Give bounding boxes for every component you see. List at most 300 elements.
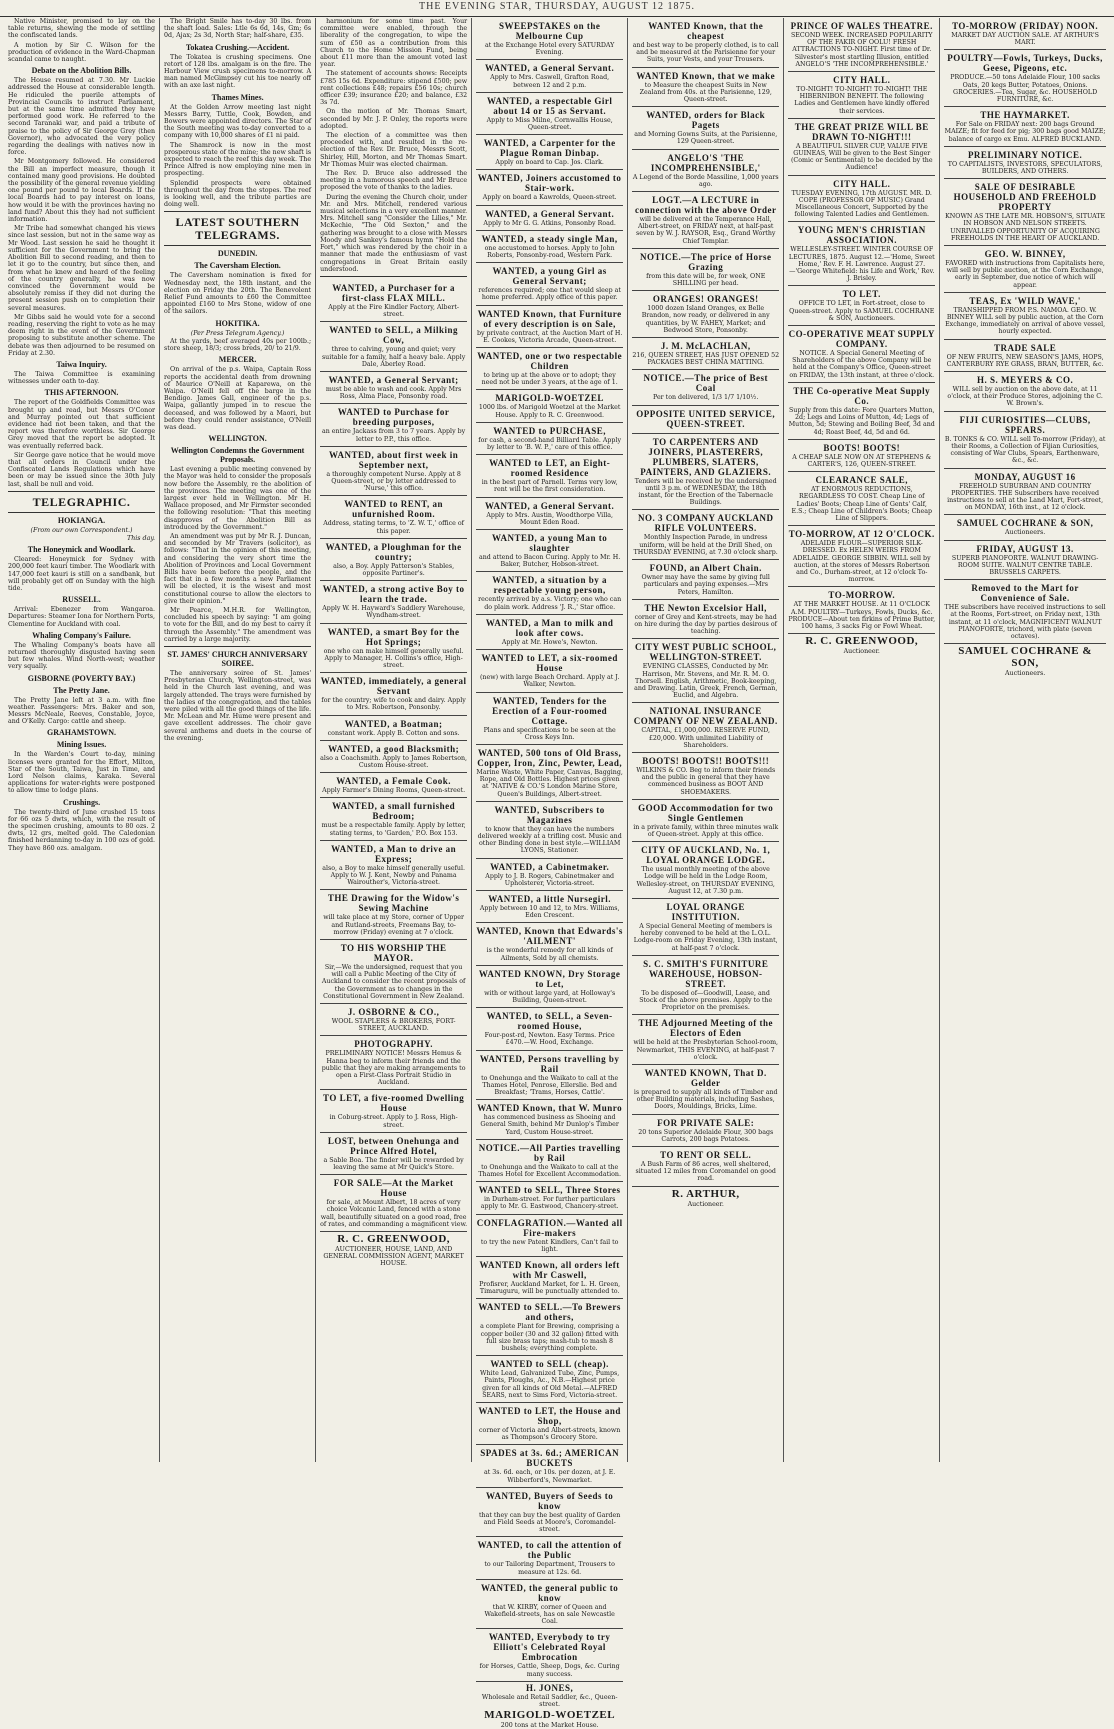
ad-body: Apply between 10 and 12, to Mrs. Williams, Eden Crescent. <box>479 904 620 920</box>
classified-ad <box>632 639 779 703</box>
article-paragraph: The Taiwa Committee is examining witnesses under oath to-day. <box>8 370 156 386</box>
ad-body: also, a Boy to make himself generally useful. Apply to W. J. Kent, Newby and Panama Wairouther's, Victoria-street. <box>322 864 465 887</box>
article-paragraph: The Shamrock is now in the most prosperous state of the mine; the new shaft is expected to reach the reef this day week. The Prince Alfred is now employing nine men in prospecting. <box>164 141 312 178</box>
ad-body: and best way to be properly clothed, is to call and be measured at the Parisienne for your Suits, your Vests, and your Trousers. <box>632 42 779 64</box>
masthead: THE EVENING STAR, THURSDAY, AUGUST 12 1875. <box>0 0 1114 17</box>
ad-body: A Legend of the Borde Massiline, 1,000 years ago. <box>632 173 779 188</box>
classified-ad <box>476 18 623 60</box>
ad-headline: WANTED to LET, the House and Shop, <box>478 1406 621 1427</box>
article-heading: Debate on the Abolition Bills. <box>31 66 132 76</box>
classified-ad <box>944 541 1106 581</box>
column-6 <box>784 18 940 1462</box>
ad-headline: NOTICE.—All Parties travelling by Rail <box>478 1142 621 1163</box>
article-heading: Whaling Company's Failure. <box>32 630 131 640</box>
classified-ad <box>788 286 935 326</box>
column-4 <box>472 18 628 1729</box>
classified-ad <box>632 510 779 560</box>
ad-body: (new) with large Beach Orchard. Apply at J. Walker, Newton. <box>479 674 620 689</box>
ad-headline: WANTED, the general public to know <box>481 1582 619 1603</box>
ad-body: recently arrived by a.s. Victory; one who can do plain work. Address 'J. R.,' Star office. <box>478 596 622 611</box>
ad-headline: TO-MORROW, AT 12 O'CLOCK. <box>788 529 935 540</box>
article-paragraph: At the Golden Arrow meeting last night Messrs Barry, Tuttle, Cook, Bowden, and Bowers were appointed directors. The Star of the South meeting was to-day converted to a company with 10,000 shares of £1 ni paid. <box>164 103 312 140</box>
classified-ad <box>944 179 1106 246</box>
place-heading: RUSSELL. <box>62 595 101 605</box>
columns <box>4 18 1110 1729</box>
classified-ad <box>788 176 935 223</box>
ad-body: to Onehunga and the Waikato to call at the Thames Hotel for Excellent Accommodation. <box>478 1163 621 1178</box>
ad-body: 1000 lbs. of Marigold Woetzel at the Market House. Apply to R. C. Greenwood. <box>478 404 621 419</box>
ad-body: one who can make himself generally useful. Apply to Manager, H. Collins's office, High-street. <box>323 647 464 669</box>
divider <box>164 245 311 246</box>
article-heading: THIS AFTERNOON. <box>44 388 119 398</box>
classified-ad <box>788 587 935 634</box>
classified-ad <box>632 800 779 842</box>
classified-ad <box>632 753 779 800</box>
classified-ad <box>632 107 779 149</box>
ad-headline: THE Drawing for the Widow's Sewing Machine <box>327 893 460 914</box>
article-paragraph: The House resumed at 7.30. Mr Luckie addressed the House at considerable length. He ridiculed the puerile attempts of Provincial Councils to instruct Parliament, but at the same time admitted they have performed good work. He referred to the second Taranaki war, and paid a tribute of praise to the policy of Sir George Grey (then Governor), who advocated the very policy regarding the dealings with natives now in force. <box>8 77 156 157</box>
ad-headline: WANTED, a smart Boy for the Hot Springs; <box>327 626 460 647</box>
classified-ad <box>320 1004 467 1036</box>
classified-ad <box>632 434 779 511</box>
classified-ad <box>944 515 1106 540</box>
classified-ad <box>320 798 467 840</box>
ad-body: one accustomed to horses. Apply to John Roberts, Ponsonby-road, Western Park. <box>484 244 615 260</box>
ad-body: for cash, a second-hand Billiard Table. Apply by letter to 'B. W. P.,' care of this office. <box>478 436 622 452</box>
ad-body: has commenced business as Shoeing and General Smith, behind Mr Dunlop's Timber Yard, Custom House-street. <box>480 1114 619 1136</box>
advertiser-name: R. C. GREENWOOD, <box>337 1233 451 1246</box>
ad-headline: WANTED, a General Servant; <box>328 374 459 385</box>
ad-headline: WANTED, a Carpenter for the Plague Roman Dinbap. <box>483 138 616 159</box>
article-heading: Thames Mines. <box>211 92 264 102</box>
ad-body: Apply W. H. Hayward's Saddlery Warehouse, Wyndham-street. <box>322 605 465 620</box>
ad-body: EVENING CLASSES, Conducted by Mr. Harrison, Mr. Stevens, and Mr. R. M. O. Thorsell. English, Arithmetic, Book-keeping, and Drawing. Latin, Greek, French, German, Euclid, and Algebra. <box>634 663 778 700</box>
ad-body: an entire Jackass from 3 to 7 years. Apply by letter to P.P., this office. <box>322 428 466 443</box>
article-paragraph: On arrival of the p.s. Waipa, Captain Ross reports the accidental death from drowning of Maurice O'Neill at Kaparewa, on the Waipa. O'Neill fell off the barge in the Bendigo. James Gall, engineer of the p.s. Waipa, gallantly jumped in to rescue the deceased, and was followed by a Maori, but before they could render assistance, O'Neill was dead. <box>164 366 312 431</box>
classified-ad <box>476 1100 623 1140</box>
ad-body: Apply to Miss Milne, Cornwallis House, Queen-street. <box>486 116 613 132</box>
article-heading: Tokatea Crushing.—Accident. <box>185 42 290 52</box>
ad-body: will be delivered at the Temperance Hall, Albert-street, on FRIDAY next, at half-past seven by W. J. RAYSOR, Esq., Grand Worthy Chief Templar. <box>635 216 776 245</box>
ad-body: 200 tons at the Market House. <box>500 1722 599 1729</box>
ad-body: AT ENORMOUS REDUCTIONS, REGARDLESS TO COST. Cheap Line of Ladies' Boots; Cheap Line of Gents' Calf, E.S.; Cheap Line of Children's Boots; Cheap Line of Slippers. <box>791 486 932 522</box>
divider <box>164 646 311 647</box>
ad-headline: PRINCE OF WALES THEATRE. <box>790 21 933 31</box>
ad-body: a Sable Boa. The finder will be rewarded by leaving the same at Mr Quick's Store. <box>323 1156 464 1172</box>
ad-body: FREEHOLD SUBURBAN AND COUNTRY PROPERTIES. THE Subscribers have received instructions to sell at the Land Mart, Fort-street, on MONDAY, 16th inst., at 12 o'clock. <box>947 482 1104 512</box>
classified-ad <box>320 539 467 581</box>
classified-ad <box>944 412 1106 469</box>
classified-ad <box>788 18 935 72</box>
article-paragraph: A motion by Sir C. Wilson for the production of evidence in the Ward-Chapman scandal came to naught. <box>8 41 156 64</box>
ad-body: that they can buy the best quality of Garden and Field Seeds at Moore's, Coromandel-street. <box>479 1511 621 1534</box>
ad-body: in Coburg-street. Apply to J. Ross, High-street. <box>329 1114 458 1129</box>
classified-ad <box>944 340 1106 372</box>
classified-ad <box>632 1065 779 1115</box>
ad-headline: TEAS, Ex 'WILD WAVE,' <box>969 295 1081 306</box>
ad-headline: WANTED to Purchase for breeding purposes, <box>337 407 450 428</box>
ad-body: corner of Victoria and Albert-streets, known as Thompson's Grocery Store. <box>479 1427 621 1442</box>
ad-headline: LOST, between Onehunga and Prince Alfred Hotel, <box>327 1135 460 1156</box>
ad-body: OFFICE TO LET, in Fort-street, close to Queen-street. Apply to SAMUEL COCHRANE & SON, Auctioneers. <box>789 300 935 322</box>
ad-headline: WANTED, immediately, a general Servant <box>320 676 467 697</box>
advertiser-details: Wholesale and Retail Saddler, &c., Queen-street. <box>481 1693 618 1709</box>
ad-headline: NOTICE.—The price of Best Coal <box>643 373 768 394</box>
classified-ad <box>788 440 935 472</box>
ad-body: Tenders will be received by the undersigned until 3 p.m. of WEDNESDAY, the 18th instant, for the Erection of the Tabernacle Buildings. <box>634 477 777 507</box>
ad-headline: WANTED, to call the attention of the Public <box>477 1540 622 1561</box>
classified-ad <box>476 306 623 348</box>
ad-body: Four-post-rd, Newton. Easy Terms. Price £470.—W. Hood, Exchange. <box>484 1032 615 1047</box>
classified-ad <box>788 222 935 286</box>
ad-headline: FOR SALE—At the Market House <box>333 1178 454 1199</box>
ad-body: Per ton delivered, 1/3 1/7 1/10½. <box>652 394 759 402</box>
classified-ad <box>476 530 623 572</box>
correspondent-line: (From our own Correspondent.) <box>30 526 133 534</box>
classified-ad <box>476 423 623 455</box>
classified-ad <box>632 899 779 956</box>
article-paragraph: Native Minister, promised to lay on the table returns, shewing the mode of settling the confiscated lands. <box>8 18 156 40</box>
ad-body: must be a respectable family. Apply by letter, stating terms, to 'Garden,' P.O. Box 153. <box>321 822 466 837</box>
classified-ad <box>320 841 467 891</box>
classified-ad <box>476 891 623 923</box>
classified-ad <box>320 673 467 715</box>
ad-headline: NATIONAL INSURANCE COMPANY OF NEW ZEALAND. <box>633 706 778 727</box>
classified-ad <box>320 890 467 940</box>
classified-ad <box>320 447 467 497</box>
classified-ad <box>632 18 779 68</box>
classified-ad <box>632 1147 779 1187</box>
classified-ad <box>476 650 623 692</box>
advertiser-details: Auctioneer. <box>843 648 880 656</box>
ad-body: ADELAIDE FLOUR—SUPERIOR SILK-DRESSED. Ex HELEN WEIRS FROM ADELAIDE. GEORGE SIBBIN. WILL sell by auction, at the stores of Messrs Robertson and Co., Durham-street, at 12 o'clock To-morrow. <box>792 540 931 584</box>
article-heading: The Pretty Jane. <box>53 685 110 695</box>
ad-body: Owner may have the same by giving full particulars and paying expenses.—Mrs Peters, Hamilton. <box>641 574 770 596</box>
ad-headline: WANTED, Subscribers to Magazines <box>494 804 605 825</box>
place-heading: GISBORNE (POVERTY BAY.) <box>27 673 136 683</box>
ad-body: at 3s. 6d. each, or 10s. per dozen, at J. E. Wibberford's, Newmarket. <box>484 1469 616 1484</box>
ad-headline: WANTED, a young Man to slaughter <box>492 533 608 554</box>
ad-body: a complete Plant for Brewing, comprising a copper boiler (30 and 32 gallon) fitted with full size brass taps; mash-tub to mash 8 bushels; everything complete. <box>480 1323 620 1353</box>
article-paragraph: The Whaling Company's boats have all returned thoroughly disgusted having seen but few whales. Wind North-west; weather very squally. <box>8 641 156 671</box>
classified-ad <box>476 693 623 745</box>
classified-ad <box>632 370 779 405</box>
classified-ad <box>632 1015 779 1065</box>
ad-body: Profisrer, Auckland Market, for L. H. Green, Timaruguru, will be punctually attended to. <box>479 1281 621 1296</box>
ad-body: PRELIMINARY NOTICE! Messrs Hemus & Hanna beg to inform their friends and the public that they are making arrangements to open a First-Class Portrait Studio in Auckland. <box>321 1050 466 1087</box>
classified-ad <box>476 1488 623 1538</box>
article-heading: Crushings. <box>62 797 101 807</box>
ad-headline: CITY HALL. <box>833 75 891 86</box>
ad-body: For Sale on FRIDAY next: 200 bags Ground MAIZE; fit for feed for pig; 300 bags good MAIZE; balance of cargo ex Emu. ALFRED BUCKLAND. <box>944 121 1106 143</box>
classified-ad <box>320 940 467 1004</box>
column-7 <box>940 18 1110 1462</box>
article-paragraph: Splendid prospects were obtained throughout the day from the stopes. The reef is looking well, and the tribute parties are doing well. <box>164 179 312 209</box>
ad-headline: WANTED Known, that Furniture of every description is on Sale, <box>477 308 622 329</box>
classified-ad <box>632 68 779 108</box>
classified-ad <box>320 1175 467 1232</box>
advertiser-details: AUCTIONEER, HOUSE, LAND, AND GENERAL COMMISSION AGENT, MARKET HOUSE. <box>323 1246 464 1268</box>
ad-body: to bring up at the above or to adopt; they need not be under 3 years, at the age of 1. <box>481 372 618 387</box>
ad-body: must be able to wash and cook. Apply Mrs Ross, Alma Place, Ponsonby road. <box>325 385 462 401</box>
classified-ad <box>476 1299 623 1356</box>
classified-ads <box>476 18 623 1682</box>
ad-body: a thoroughly competent Nurse. Apply at 8 Queen-street, or by letter addressed to 'Nurse,' this office. <box>326 470 461 493</box>
ad-body: to know that they can have the numbers delivered weekly at a trifling cost. Music and other Binding done in best style.—WILLIAM LYONS, Stationer. <box>477 825 622 855</box>
ad-body: Marine Waste, White Paper, Canvas, Bagging, Rope, and Old Bottles. Highest prices given at 'NATIVE & CO.'S London Marine Store, Queen's Buildings, Albert-street. <box>476 768 623 798</box>
ad-headline: CITY HALL. <box>833 178 891 189</box>
article-paragraph: Sir George gave notice that he would move that all orders in Council under the Confiscated Lands Regulations which have been or may be issued since the 30th July last, shall be null and void. <box>8 451 156 488</box>
ad-headline: THE Newton Excelsior Hall, <box>644 602 767 613</box>
ad-headline: WANTED, a strong active Boy to learn the trade. <box>322 584 465 605</box>
article-paragraph: Arrival: Ebenezer from Wangaroa. Departures: Steamer Iona for Northern Ports, Clementine for Auckland with coal. <box>8 606 156 628</box>
article-paragraph: harmonium for some time past. Your committee were enabled, through the liberality of the congregation, to wipe the sum of £50 as a contribution from this Church to the Home Mission Fund, being about £11 more than the amount voted last year. <box>320 18 468 69</box>
classified-ad <box>476 1140 623 1182</box>
ad-body: TUESDAY EVENING, 17th AUGUST. MR. D. COPE (PROFESSOR OF MUSIC) Grand Miscellaneous Concert, Supported by the following Talented Ladies and Gentlemen. <box>791 189 932 219</box>
ad-headline: WANTED, 500 tons of Old Brass, Copper, Iron, Zinc, Pewter, Lead, <box>477 747 623 768</box>
ad-body: SECOND WEEK. INCREASED POPULARITY OF THE FAKIR OF OOLU! FRESH ATTRACTIONS TO-NIGHT. First time of Dr. Silvester's most startling Illusion, entitled ANGELO'S 'THE INCOMPREHENSIBLE.' <box>790 32 933 68</box>
ad-headline: WANTED, Known that Edwards's 'AILMENT' <box>476 926 623 947</box>
ad-headline: WANTED to RENT, an unfurnished Room. <box>344 499 444 520</box>
ad-headline: J. OSBORNE & CO., <box>347 1007 440 1018</box>
classified-ad <box>944 580 1106 644</box>
column-1 <box>4 18 160 1462</box>
classified-ad <box>944 147 1106 179</box>
ad-body: for the country; wife to cook and dairy. Apply to Mrs. Robertson, Ponsonby. <box>321 697 466 712</box>
article-paragraph: The Tokatea is crushing specimens. One retort of 128 lbs. amalgam is on the fire. The Harbour View crush specimens to-morrow. A man named McGimpsey cut his toe nearly off with an axe last night. <box>164 53 312 90</box>
ad-headline: FIJI CURIOSITIES—CLUBS, SPEARS. <box>959 414 1091 435</box>
classified-ad <box>476 1580 623 1630</box>
ad-headline: WANTED, a Ploughman for the country; <box>325 541 462 562</box>
ad-headline: NOTICE.—The price of Horse Grazing <box>639 251 772 272</box>
classified-ad <box>476 60 623 92</box>
ad-body: SUPERB PIANOFORTE. WALNUT DRAWING-ROOM SUITE. WALNUT CENTRE TABLE. BRUSSELS CARPETS. <box>951 554 1099 576</box>
classified-ad <box>632 338 779 370</box>
ad-headline: WANTED Known, that the cheapest <box>648 21 764 41</box>
ad-body: Apply on board a Kawrolds, Queen-street. <box>482 194 617 202</box>
classified-ad <box>476 1537 623 1579</box>
ad-body: Sir,—We the undersigned, request that you will call a Public Meeting of the City of Auckland to consider the recent proposals of the Government as to changes in the Constitutional Government in New Zealand. <box>321 964 466 1000</box>
article-paragraph: Mr Tribe had somewhat changed his views since last session, but not in the same way as Mr Wood. Last session he said he thought it sufficient for the Government to bring the Abolition Bill to second reading, and then to let it go to the country, but since then, and from what he knew and heard of the feeling of the country generally, he was now convinced the Government would be absolutely remiss if they did not during the present session push on to completion their several measures. <box>8 225 156 312</box>
article-paragraph: The twenty-third of June crushed 15 tons for 66 ozs 5 dwts, which, with the result of the specimen crushing, amounts to 80 ozs. 2 dwts, 12 grs, melted gold. The Caledonian finished herdanning to-day in 100 ozs of gold. They have 860 ozs. amalgam. <box>8 808 156 852</box>
ad-headline: WANTED, to SELL, a Seven-roomed House, <box>486 1011 613 1032</box>
ad-headline: CITY OF AUCKLAND, No. 1, LOYAL ORANGE LODGE. <box>641 845 771 866</box>
place-heading: WELLINGTON. <box>208 434 267 444</box>
classified-ad <box>632 600 779 640</box>
ad-headline: PRELIMINARY NOTICE. <box>967 149 1083 160</box>
ad-headline: WANTED, Persons travelling by Rail <box>479 1053 620 1074</box>
ad-headline: OPPOSITE UNITED SERVICE, QUEEN-STREET. <box>636 408 776 429</box>
classified-ad <box>476 923 623 965</box>
classified-ad <box>476 1356 623 1403</box>
ad-headline: WANTED, a Cabinetmaker. <box>490 861 610 872</box>
ad-headline: GEO. W. BINNEY, <box>984 249 1066 260</box>
ad-headline: TO CARPENTERS AND JOINERS, PLASTERERS, PLUMBERS, SLATERS, PAINTERS, AND GLAZIERS. <box>640 436 772 477</box>
ad-body: Supply from this date: Fore Quarters Mutton, 2d; Legs and Loins of Mutton, 4d; Legs of Mutton, 5d; Stewing and Boiling Beef, 3d and 4d; Roast Beef, 4d, 5d and 6d. <box>788 406 935 436</box>
ad-headline: TO-MORROW. <box>828 590 896 601</box>
ad-headline: WANTED, a situation by a respectable young person, <box>492 575 608 596</box>
ad-headline: WANTED Known, that W. Munro <box>477 1103 623 1114</box>
classified-ad <box>476 1257 623 1299</box>
ad-headline: ANGELO'S 'THE INCOMPREHENSIBLE,' <box>650 152 761 173</box>
ad-headline: WANTED, a small furnished Bedroom; <box>332 801 456 822</box>
ad-body: Apply to Mrs. Caswell, Grafton Road, between 12 and 2 p.m. <box>490 74 610 89</box>
ad-body: Apply to J. B. Rogers, Cabinetmaker and Upholsterer, Victoria-street. <box>485 872 615 887</box>
ad-body: Apply at the Fire Kindler Factory, Albert-street. <box>328 303 459 319</box>
article-paragraph: On the motion of Mr. Thomas Smart, seconded by Mr. J. P. Onley, the reports were adopted. <box>320 108 468 130</box>
ad-body: Apply on board to Cap. Jos. Clark. <box>495 159 604 167</box>
ad-headline: WANTED, a Man to drive an Express; <box>331 843 457 864</box>
place-heading: MERCER. <box>218 355 257 365</box>
classified-ad <box>476 1629 623 1681</box>
classified-ad <box>476 745 623 802</box>
ad-headline: BOOTS! BOOTS! <box>823 442 901 453</box>
ad-body: WOOL STAPLERS & BROKERS, FORT-STREET, AUCKLAND. <box>331 1018 456 1033</box>
ad-body: and Morning Gowns Suits, at the Parisienne, 129 Queen-street. <box>634 131 778 146</box>
classified-ads <box>632 18 779 1187</box>
ad-headline: TO LET. <box>842 289 881 300</box>
ad-body: TO-NIGHT! TO-NIGHT! TO-NIGHT! THE HIBERNIBON BENEFIT. The following Ladies and Gentlemen have kindly offered their services. <box>794 86 930 115</box>
ad-headline: WANTED, a Female Cook. <box>336 776 451 787</box>
ad-body: Apply Farmer's Dining Rooms, Queen-street. <box>322 787 466 795</box>
classified-ad <box>320 741 467 773</box>
ad-body: to Onehunga and the Waikato to call at the Thames Hotel, Penrose, Ellerslie. Bed and Breakfast; 'Trams, Horses, Cattle'. <box>481 1074 619 1096</box>
ad-headline: WANTED, a General Servant. <box>485 500 615 511</box>
ad-body: for sale, at Mount Albert, 18 acres of very choice Volcanic Land, fenced with a stone wall, beautifully situated on a good road, free of rates, and commanding a magnificent view. <box>320 1199 468 1228</box>
classified-ad <box>476 455 623 497</box>
ad-body: AT THE MARKET HOUSE. At 11 O'CLOCK A.M. POULTRY—Turkeys, Fowls, Ducks, &c. PRODUCE—About ten firkins of Prime Butter, 100 hams, 3 sacks Fig or Fowl Wheat. <box>788 601 936 630</box>
article-paragraph: Mr Gibbs said he would vote for a second reading, reserving the right to vote as he may deem right in the event of the Government proposing to substitute another scheme. The debate was then adjourned to be resumed on Friday at 2.30. <box>8 313 156 357</box>
classified-ad <box>320 1036 467 1090</box>
ad-body: to our Tailoring Department, Trousers to measure at 12s. 6d. <box>484 1561 615 1576</box>
ad-body: references required; one that would sleep at home preferred. Apply office of this paper. <box>478 287 621 302</box>
classified-ad <box>632 150 779 192</box>
ad-body: TRANSHIPPED FROM P.S. NAMOA. GEO. W. BINNEY WILL sell by public auction, at the Corn Exchange, immediately on arrival of above vessel, hourly expected. <box>945 306 1106 336</box>
ad-body: Apply to Mr G. G. Atkins, Ponsonby Road. <box>483 219 616 227</box>
section-heading-telegraphic: TELEGRAPHIC. <box>32 494 131 509</box>
article-paragraph: Mr Pearce, M.H.R. for Wellington, concluded his speech by saying: "I am going to vote for the Bill, and do my best to carry it through the Assembly." The amendment was carried by a large majority. <box>164 606 312 643</box>
classified-ad <box>944 246 1106 293</box>
ad-body: KNOWN AS THE LATE MR. HOBSON'S, SITUATE IN HOBSON AND NELSON STREETS. UNRIVALLED OPPORTUNITY OF ACQUIRING FREEHOLDS IN THE HEART OF AUCKLAND. <box>945 213 1106 242</box>
classified-ad <box>476 1051 623 1101</box>
place-heading: GRAHAMSTOWN. <box>47 728 116 738</box>
ad-headline: WANTED to SELL, a Milking Cow, <box>329 325 458 346</box>
classified-ad <box>632 842 779 899</box>
classified-ad <box>476 615 623 650</box>
ad-body: also, a Boy. Apply Patterson's Stables, opposite Partiner's. <box>333 562 455 577</box>
classified-ad <box>632 956 779 1016</box>
classified-ad <box>476 498 623 530</box>
place-heading: HOKITIKA. <box>215 318 260 328</box>
ad-body: from this date will be, for week, ONE SHILLING per head. <box>646 272 766 288</box>
ad-headline: CLEARANCE SALE, <box>815 475 909 486</box>
ad-body: Auctioneers. <box>1005 529 1046 537</box>
ad-headline: WANTED, Tenders for the Erection of a Four-roomed Cottage. <box>492 695 608 726</box>
ad-body: Address, stating terms, to 'Z. W. T.,' office of this paper. <box>323 520 465 535</box>
ad-headline: WANTED, about first week in September next, <box>328 449 459 470</box>
ad-headline: GOOD Accommodation for two Single Gentlemen <box>638 802 774 823</box>
ad-body: is prepared to supply all kinds of Timber and other Building materials, including Sashes, Doors, Mouldings, Bricks, Lime. <box>633 1089 778 1111</box>
ad-headline: WANTED to SELL, Three Stores <box>478 1185 621 1196</box>
classified-ad <box>476 802 623 859</box>
advertiser-name: R. ARTHUR, <box>671 1187 740 1200</box>
ad-body: in Durham-street. For further particulars apply to Mr. G. Eastwood, Chancery-street. <box>480 1196 619 1211</box>
ad-body: three to calving, young and quiet; very suitable for a family, half a heavy bale. Apply Dale, Aberley Road. <box>321 346 466 368</box>
ad-body: THE subscribers have received instructions to sell at the Rooms, Fort-street, on Friday next, 13th instant, at 11 o'clock, MAGNIFICENT WALNUT PIANOFORTE, trichord, with plate (seven octaves). <box>944 604 1106 640</box>
ad-headline: THE Adjourned Meeting of the Electors of Eden <box>638 1018 773 1039</box>
ad-body: WELLESLEY-STREET. WINTER COURSE OF LECTURES, 1875. August 12.—'Home, Sweet Home,' Rev. F. H. Lawrence. August 27.—'George Whitefield: his Life and Work,' Rev. J. Brisley. <box>788 246 935 283</box>
classified-ad <box>320 280 467 322</box>
ad-headline: WANTED, orders for Black Pagets <box>646 110 766 131</box>
column-3 <box>316 18 472 1462</box>
ad-headline: YOUNG MEN'S CHRISTIAN ASSOCIATION. <box>797 225 926 246</box>
ad-body: WILL sell by auction on the above date, at 11 o'clock, at their Produce Stores, adjoining the C. W. Brown's. <box>947 386 1103 408</box>
ad-headline: WANTED to PURCHASE, <box>493 425 607 436</box>
ad-headline: WANTED, a respectable Girl about 14 or 15 as Servant. <box>487 95 613 116</box>
classified-ad <box>320 716 467 741</box>
ad-headline: CONFLAGRATION.—Wanted all Fire-makers <box>476 1217 623 1238</box>
classified-ad <box>944 107 1106 147</box>
ad-headline: WANTED, Joiners accustomed to Stair-work. <box>477 173 622 194</box>
ad-headline: WANTED, Everybody to try Elliott's Celebrated Royal Embrocation <box>488 1632 611 1663</box>
classified-ad <box>944 372 1106 412</box>
place-heading: DUNEDIN. <box>217 249 258 259</box>
ad-body: TO CAPITALISTS, INVESTORS, SPECULATORS, BUILDERS, AND OTHERS. <box>947 160 1103 176</box>
ad-body: NOTICE. A Special General Meeting of Shareholders of the above Company will be held at the Company's Office, Queen-street on FRIDAY, the 13th instant, at three o'clock. <box>789 350 935 379</box>
article-paragraph: At the yards, beef averaged 40s per 100lb.; store sheep, 18/3; cross breds, 20/ to 21/9. <box>164 337 312 353</box>
article-heading: The Honeymick and Woodlark. <box>27 545 136 555</box>
classified-ad <box>476 1008 623 1050</box>
classified-ad <box>788 72 935 119</box>
ad-headline: WANTED, a steady single Man, <box>481 233 618 244</box>
ad-headline: SAMUEL COCHRANE & SON, <box>956 518 1094 529</box>
article-paragraph: The election of a committee was then proceeded with, and resulted in the re-election of the Rev. Dr. Bruce, Messrs Scott, Shirley, Hill, Morton, and Mr Thomas Smart. Mr Thomas Muir was elected chairman. <box>320 132 468 168</box>
ad-body: 1000 dozen Island Oranges, ex Belle Brandon, now ready, or delivered in any quantities, by W. FAHEY, Market; and Bedwood Store, Ponsonby. <box>641 305 770 334</box>
ad-headline: WANTED Known, all orders left with Mr Caswell, <box>479 1260 620 1280</box>
article-paragraph: The Bright Smile has to-day 30 lbs. from the shaft load. Sales: Ltle 6s 6d, 14s, Gm; 6s 0d, Ajax; 2s 3d, North Star; half-share, £35. <box>164 18 312 40</box>
ad-body: in a private family, within three minutes walk of Queen-street. Apply at this office. <box>633 823 779 838</box>
classified-ad <box>320 1090 467 1132</box>
ad-body: for Horses, Cattle, Sheep, Dogs, &c. Curing many success. <box>479 1663 620 1678</box>
ad-headline: WANTED, a good Blacksmith; <box>328 743 460 754</box>
divider <box>320 276 467 277</box>
ad-body: corner of Grey and Kent-streets, may be had on hire during the day by parties desirous of teaching. <box>634 613 778 636</box>
ad-body: A Special General Meeting of members is hereby convened to be held at the L.O.L. Lodge-room on Friday Evening, 13th instant, at half-past 7 o'clock. <box>633 922 778 952</box>
ad-headline: WANTED, a General Servant. <box>485 63 615 74</box>
ad-headline: BOOTS! BOOTS!! BOOTS!!! <box>642 755 770 766</box>
ad-headline: WANTED, one or two respectable Children <box>477 351 623 372</box>
classified-ad <box>476 859 623 891</box>
classified-ad <box>788 326 935 383</box>
ad-body: and attend to Bacon Curing. Apply to Mr. H. Baker, Butcher, Hobson-street. <box>479 554 621 569</box>
classified-ad <box>944 50 1106 107</box>
ad-headline: J. M. McLACHLAN, <box>660 341 751 352</box>
ad-body: A Bush Farm of 86 acres, well sheltered, situated 12 miles from Coromandel on good road. <box>635 1161 776 1183</box>
ad-body: The usual monthly meeting of the above Lodge will be held in the Lodge Room, Wellesley-street, on THURSDAY EVENING, August 12, at 7.30 p.m. <box>636 866 775 895</box>
section-heading-southern: LATEST SOUTHERN TELEGRAMS. <box>175 215 300 243</box>
classified-ad <box>632 703 779 753</box>
classified-ad <box>632 406 779 434</box>
column-2 <box>160 18 316 1462</box>
classified-ad <box>320 624 467 674</box>
classified-ad <box>788 526 935 587</box>
article-paragraph: During the evening the Church choir, under Mr. and Mrs. Mitchell, rendered various musical selections in a very excellent manner. Mrs. Mitchell sang "Consider the Lilies," Mr. McKechie, "The Old Sexton," and the gathering was brought to a close with Messrs Moody and Sankey's famous hymn "Hold the Fort," which was rendered by the choir in a manner that made the enthusiasm of vast congregations in Great Britain easily understood. <box>320 193 468 273</box>
classified-ad <box>476 348 623 390</box>
ad-body: to try the new Patent Kindlers, Can't fail to light. <box>480 1238 619 1253</box>
ad-headline: WANTED to LET, a six-roomed House <box>481 653 618 674</box>
ad-body: at the Exchange Hotel every SATURDAY Evening. <box>485 42 615 57</box>
ad-headline: TO RENT OR SELL. <box>660 1150 752 1161</box>
